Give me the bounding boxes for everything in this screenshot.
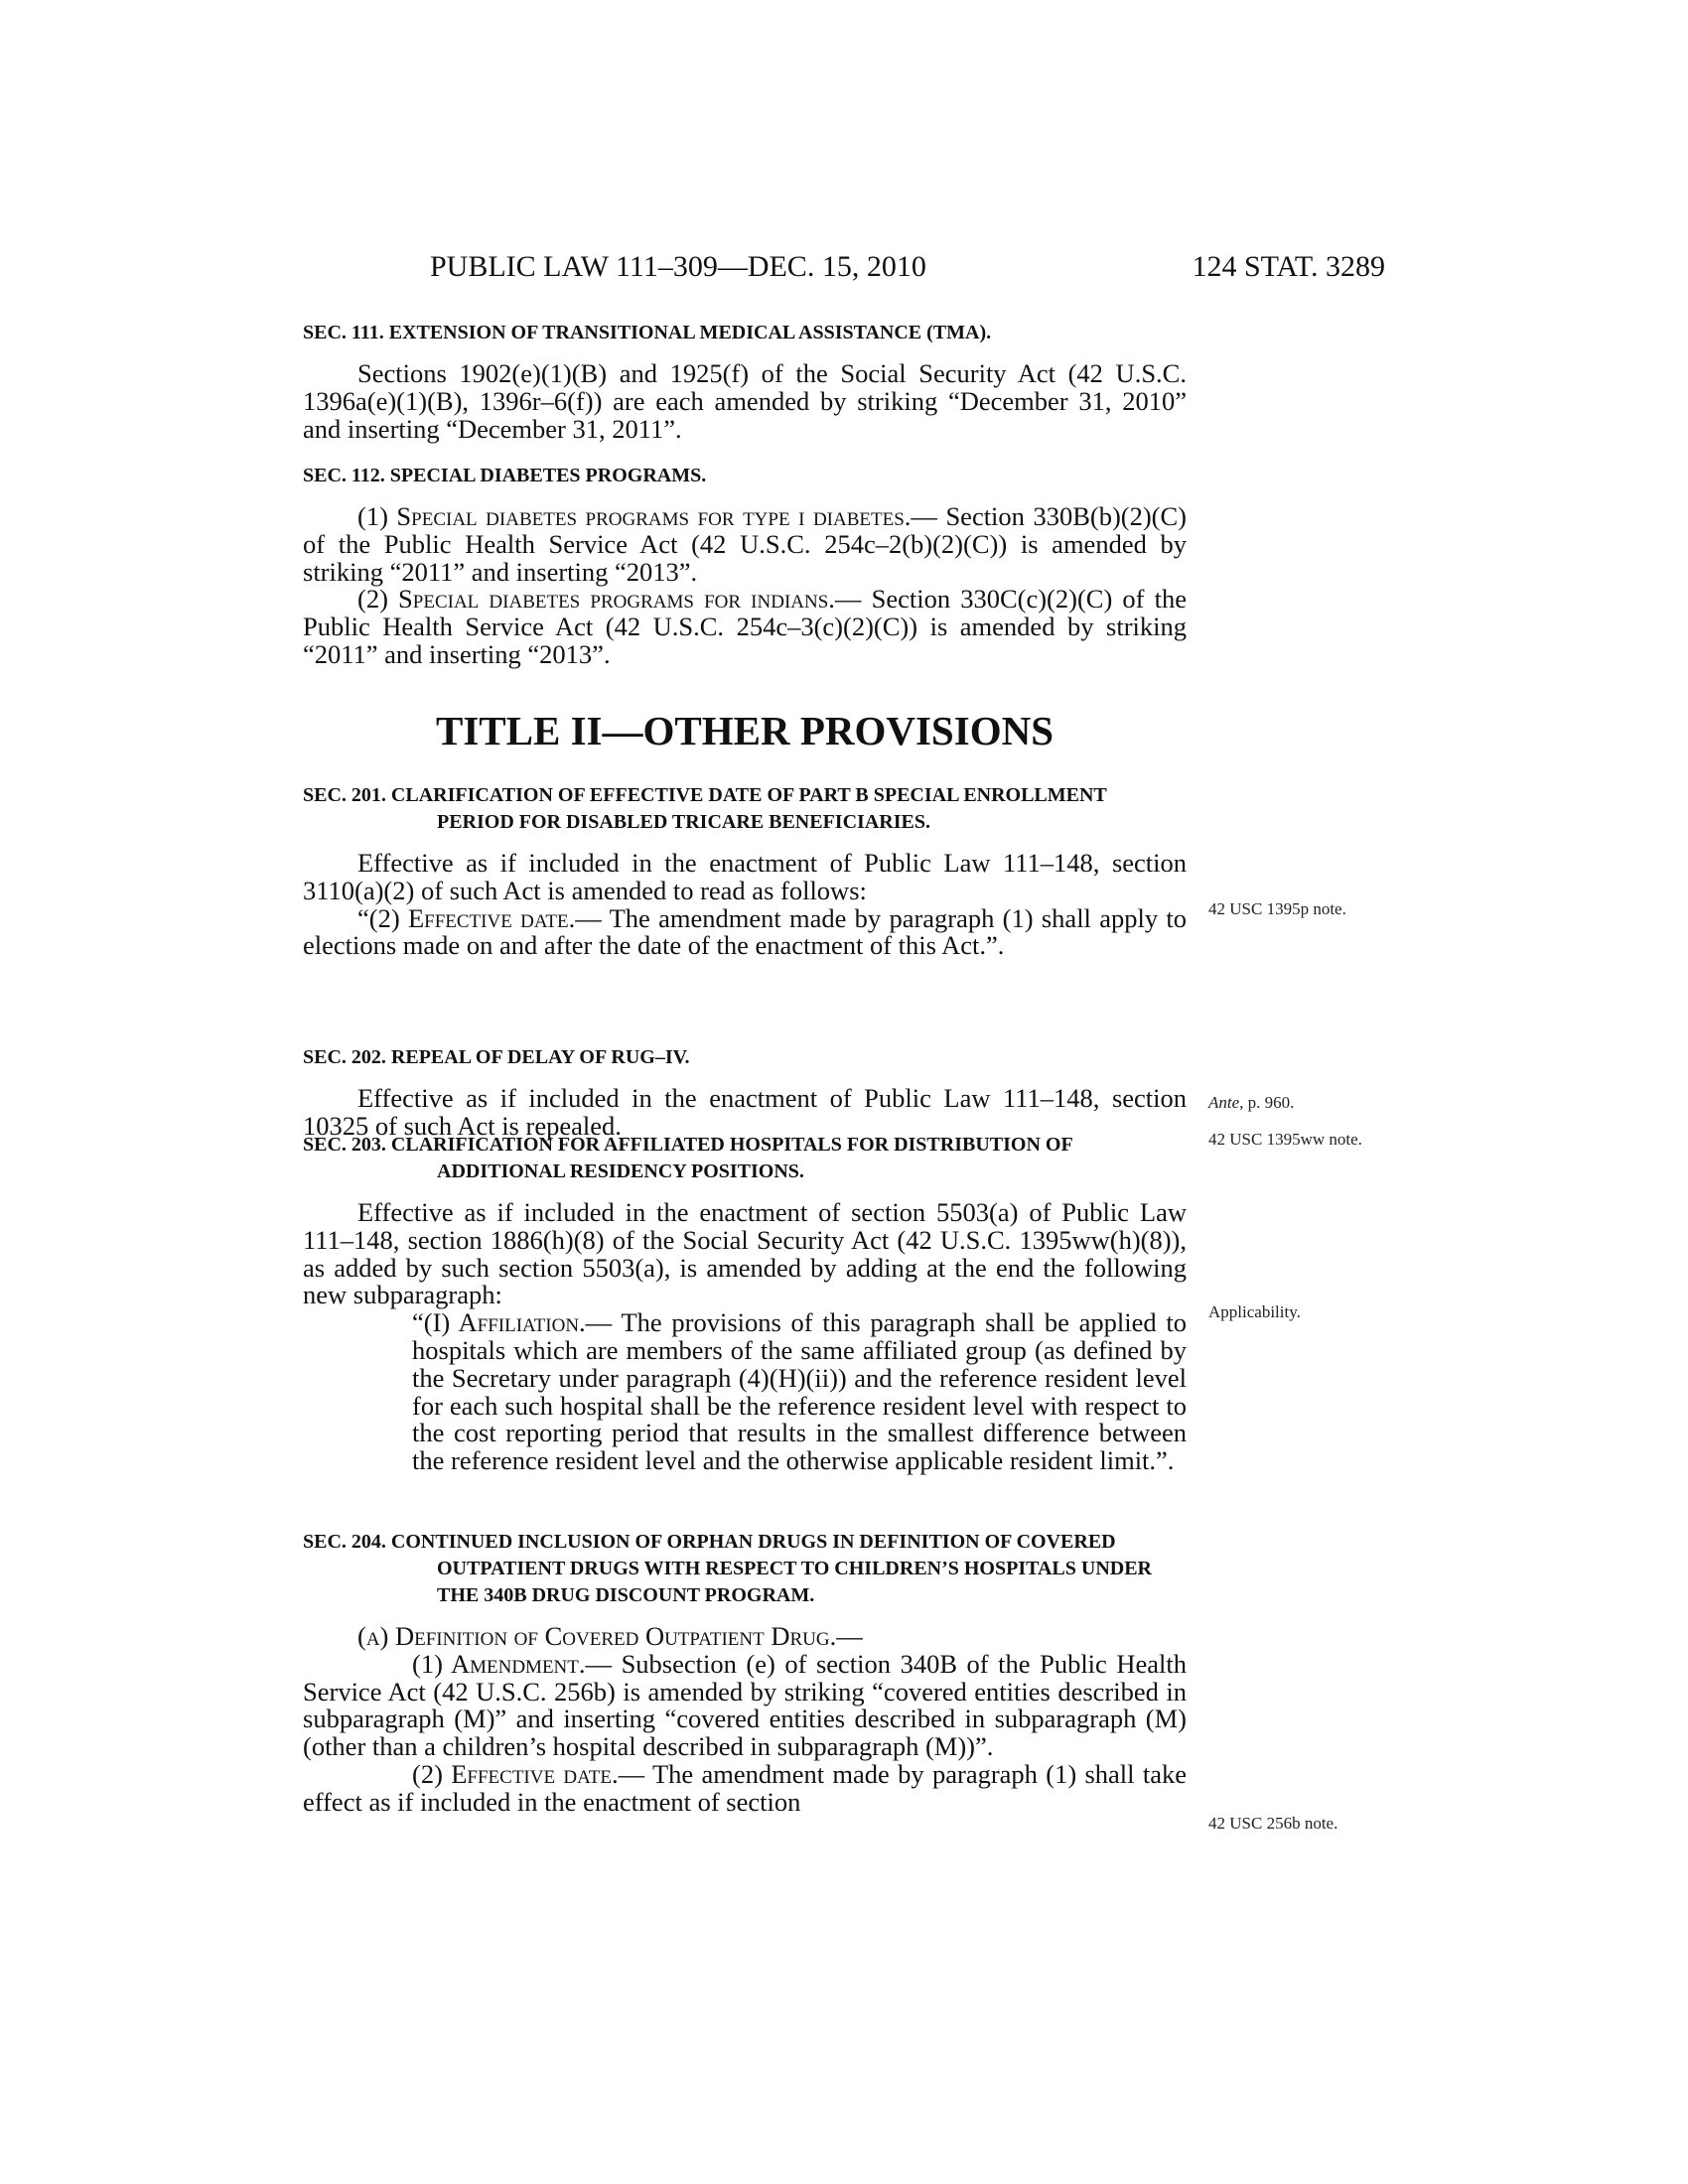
section-204 — [303, 1529, 1187, 1817]
title-heading: TITLE II—OTHER PROVISIONS — [435, 708, 1054, 753]
section-text: Effective as if included in the enactment of Public Law 111–148, section 3110(a)(2) of such Act is amended to read as follows: — [303, 848, 1187, 905]
margin-note-ante — [1208, 1092, 1294, 1113]
paragraph-caption: (1) Amendment.— — [412, 1648, 613, 1679]
paragraph-1 — [303, 1648, 1187, 1762]
section-heading: SEC. 111. EXTENSION OF TRANSITIONAL MEDICAL ASSISTANCE (TMA). — [303, 322, 992, 343]
paragraph-text: Subsection (e) of section 340B of the Public Health Service Act (42 U.S.C. 256b) is amended by striking “covered entities described in subparagraph (M)” and inserting “covered entities described in subparagraph (M) (other than a children’s hospital described in subparagraph (M))”. — [303, 1648, 1187, 1762]
section-112 — [303, 463, 1187, 669]
margin-note-applicability: Applicability. — [1208, 1302, 1301, 1321]
section-text: Effective as if included in the enactment of section 5503(a) of Public Law 111–148, section 1886(h)(8) of the Social Security Act (42 U.S.C. 1395ww(h)(8)), as added by such section 5503(a), is amended by adding at the end the following new subparagraph: — [303, 1197, 1187, 1310]
ante-italic: Ante, — [1208, 1093, 1244, 1112]
quote-text: The provisions of this paragraph shall be applied to hospitals which are members of the same affiliated group (as defined by the Secretary under paragraph (4)(H)(ii)) and the reference resident level for each such hospital shall be the reference resident level with respect to the cost reporting period that results in the smallest difference between the reference resident level and the otherwise applicable resident limit.”. — [412, 1307, 1187, 1476]
quote-caption: “(2) Effective date.— — [357, 902, 602, 933]
paragraph-1 — [303, 503, 1187, 586]
law-title: PUBLIC LAW 111–309—DEC. 15, 2010 — [430, 250, 926, 283]
subsection-a-caption — [303, 1623, 1187, 1651]
margin-note-usc-256b: 42 USC 256b note. — [1208, 1814, 1338, 1833]
paragraph-caption: (2) Special diabetes programs for indians.— — [357, 584, 862, 614]
paragraph-text: The amendment made by paragraph (1) shall take effect as if included in the enactment of section — [303, 1758, 1187, 1817]
margin-note-usc-1395ww: 42 USC 1395ww note. — [1208, 1130, 1362, 1149]
running-head — [303, 250, 1385, 290]
paragraph-2 — [303, 1758, 1187, 1817]
paragraph-caption: (1) Special diabetes programs for type i diabetes.— — [357, 501, 937, 531]
paragraph-text: Section 330B(b)(2)(C) of the Public Health Service Act (42 U.S.C. 254c–2(b)(2)(C)) is amended by striking “2011” and inserting “2013”. — [303, 501, 1187, 587]
section-text: Sections 1902(e)(1)(B) and 1925(f) of the Social Security Act (42 U.S.C. 1396a(e)(1)(B), 1396r–6(f)) are each amended by striking “December 31, 2010” and inserting “December 31, 2011”. — [303, 358, 1187, 444]
subsection-caption: (a) Definition of Covered Outpatient Drug.— — [357, 1621, 863, 1651]
quote-text: The amendment made by paragraph (1) shall apply to elections made on and after the date of the enactment of this Act.”. — [303, 902, 1187, 961]
section-201 — [303, 782, 1187, 960]
paragraph-2 — [303, 586, 1187, 668]
ante-page: p. 960. — [1243, 1093, 1295, 1112]
section-202 — [303, 1044, 1187, 1141]
stat-citation: 124 STAT. 3289 — [1192, 250, 1385, 283]
section-heading: SEC. 202. REPEAL OF DELAY OF RUG–IV. — [303, 1046, 690, 1068]
paragraph-text: Section 330C(c)(2)(C) of the Public Health Service Act (42 U.S.C. 254c–3(c)(2)(C)) is amended by striking “2011” and inserting “2013”. — [303, 584, 1188, 669]
section-heading: SEC. 203. CLARIFICATION FOR AFFILIATED HOSPITALS FOR DISTRIBUTION OF ADDITIONAL RESIDENCY POSITIONS. — [303, 1134, 1072, 1182]
quoted-subparagraph — [303, 1309, 1187, 1475]
section-heading: SEC. 204. CONTINUED INCLUSION OF ORPHAN DRUGS IN DEFINITION OF COVERED OUTPATIENT DRUGS WITH RESPECT TO CHILDREN’S HOSPITALS UNDER THE 340B DRUG DISCOUNT PROGRAM. — [303, 1531, 1152, 1606]
paragraph-caption: (2) Effective date.— — [412, 1758, 645, 1789]
section-text: Effective as if included in the enactment of Public Law 111–148, section 10325 of such Act is repealed. — [303, 1083, 1187, 1141]
margin-note-usc-1395p: 42 USC 1395p note. — [1208, 899, 1346, 918]
section-111 — [303, 320, 1187, 443]
section-203 — [303, 1132, 1187, 1475]
section-heading: SEC. 112. SPECIAL DIABETES PROGRAMS. — [303, 465, 707, 486]
quoted-paragraph — [303, 902, 1187, 961]
quote-caption: “(I) Affiliation.— — [412, 1307, 613, 1338]
section-heading: SEC. 201. CLARIFICATION OF EFFECTIVE DATE OF PART B SPECIAL ENROLLMENT PERIOD FOR DISABLED TRICARE BENEFICIARIES. — [303, 784, 1107, 833]
